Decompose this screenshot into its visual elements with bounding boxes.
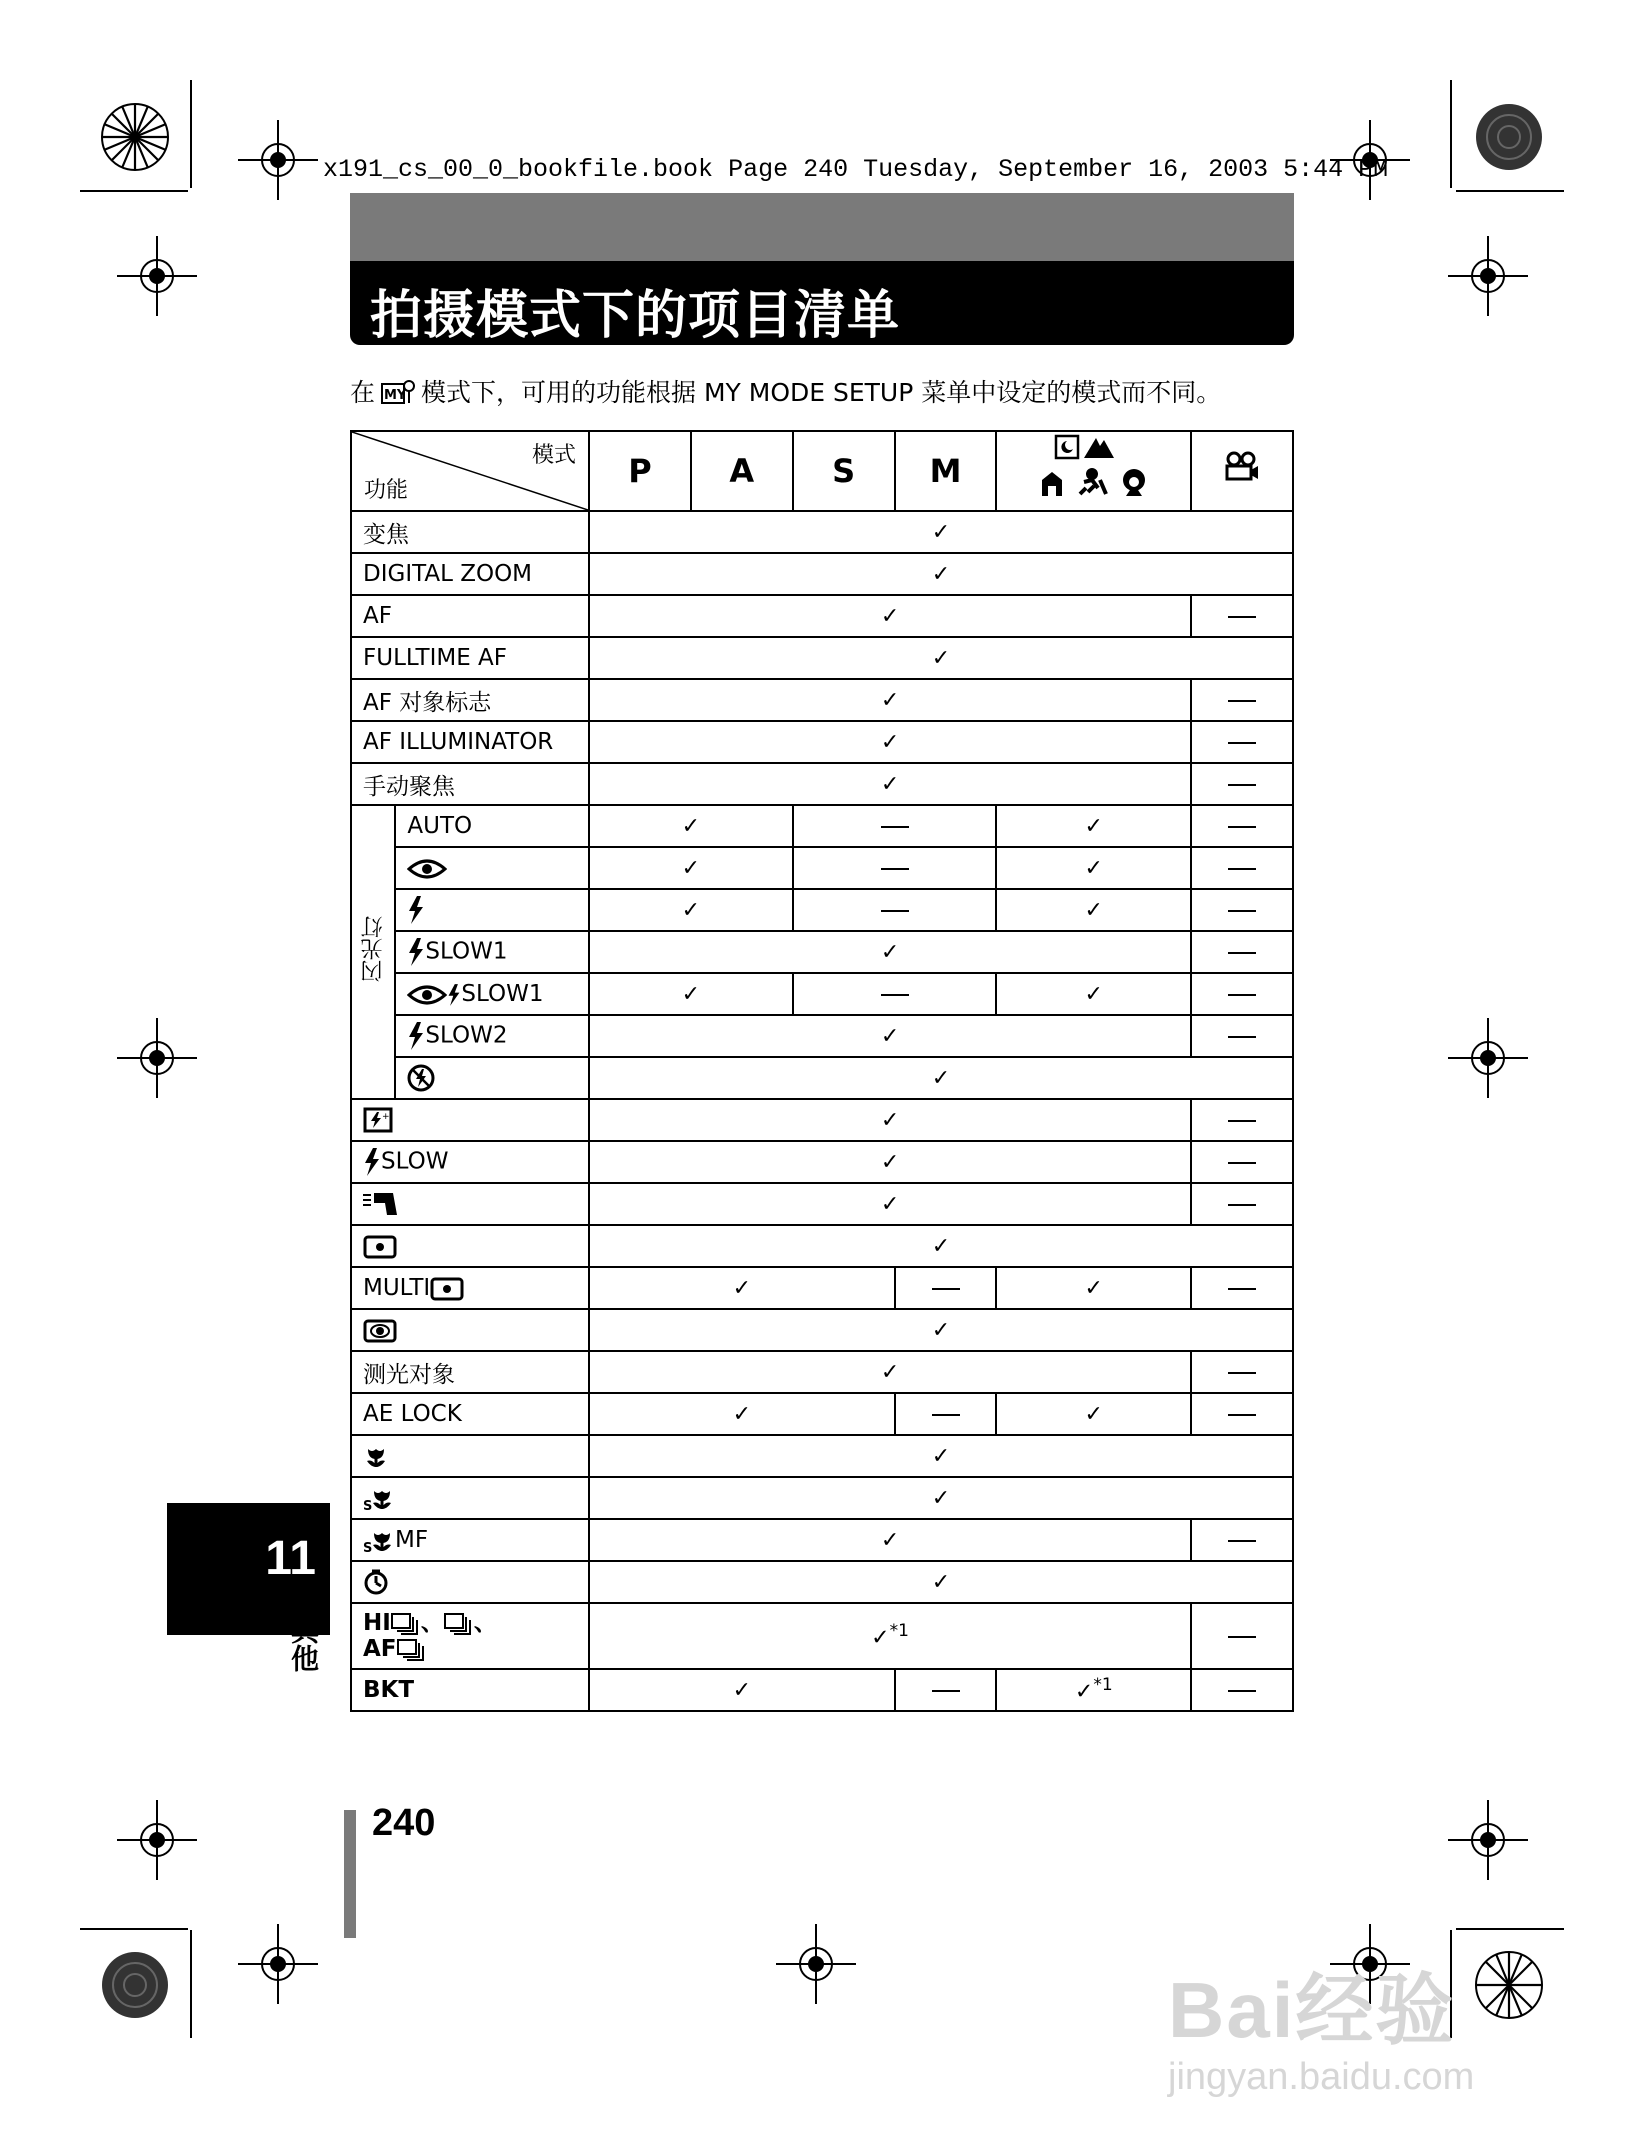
svg-text:MY: MY xyxy=(384,388,407,403)
availability-check: ✓ xyxy=(996,1267,1191,1309)
function-text: AF xyxy=(363,1636,397,1662)
table-row-super-macro xyxy=(351,1477,1293,1519)
unavailable-dash xyxy=(1191,889,1293,931)
function-text: MF xyxy=(395,1527,429,1553)
unavailable-dash xyxy=(1191,1099,1293,1141)
intro-after: 模式下，可用的功能根据 MY MODE SETUP 菜单中设定的模式而不同。 xyxy=(421,378,1222,407)
check-mark: ✓ xyxy=(871,1625,890,1651)
table-row-sequential xyxy=(351,1603,1293,1669)
table-row-af-target xyxy=(351,679,1293,721)
function-text: SLOW xyxy=(381,1148,449,1175)
function-text: SLOW1 xyxy=(461,981,544,1007)
table-row-macro xyxy=(351,1435,1293,1477)
crosshair-icon xyxy=(238,120,318,200)
table-row-flash-off xyxy=(351,1057,1293,1099)
function-label: BKT xyxy=(351,1669,589,1711)
mode-header-m: M xyxy=(895,431,997,511)
table-row-zoom xyxy=(351,511,1293,553)
crop-mark xyxy=(190,1930,192,2038)
crop-mark xyxy=(1450,80,1452,188)
availability-check: ✓ xyxy=(589,1393,895,1435)
availability-check: ✓ xyxy=(589,721,1191,763)
svg-text:+: + xyxy=(382,1112,390,1123)
mode-function-table xyxy=(350,430,1294,1712)
title-band xyxy=(350,261,1294,345)
availability-check: ✓ xyxy=(589,1099,1191,1141)
availability-check xyxy=(996,1669,1191,1711)
mode-header-p: P xyxy=(589,431,691,511)
function-label: 手动聚焦 xyxy=(351,763,589,805)
mode-header-label: 模式 xyxy=(532,443,577,468)
availability-check: ✓ xyxy=(589,1225,1293,1267)
availability-check xyxy=(589,1603,1191,1669)
unavailable-dash xyxy=(1191,679,1293,721)
availability-check: ✓ xyxy=(589,1141,1191,1183)
unavailable-dash xyxy=(1191,1267,1293,1309)
unavailable-dash xyxy=(1191,1603,1293,1669)
sequential-shooting-icon xyxy=(444,1613,474,1635)
spot-metering-icon xyxy=(430,1277,464,1301)
unavailable-dash xyxy=(1191,805,1293,847)
header-band xyxy=(350,193,1294,261)
unavailable-dash xyxy=(1191,1393,1293,1435)
table-row-center-weighted xyxy=(351,1309,1293,1351)
availability-check: ✓ xyxy=(589,511,1293,553)
availability-check: ✓ xyxy=(589,1477,1293,1519)
unavailable-dash xyxy=(1191,1141,1293,1183)
table-row-af xyxy=(351,595,1293,637)
availability-check: ✓ xyxy=(996,847,1191,889)
registration-wheel-icon xyxy=(100,102,170,172)
availability-check: ✓ xyxy=(589,1435,1293,1477)
availability-check: ✓ xyxy=(589,931,1191,973)
function-label xyxy=(351,1519,589,1561)
function-label xyxy=(395,1015,589,1057)
table-row-external-flash xyxy=(351,1183,1293,1225)
check-mark: ✓ xyxy=(1074,1679,1094,1705)
function-label: AF ILLUMINATOR xyxy=(351,721,589,763)
table-row-ae-lock xyxy=(351,1393,1293,1435)
crop-mark xyxy=(190,80,192,188)
function-label xyxy=(351,1603,589,1669)
self-timer-icon xyxy=(351,1561,589,1603)
function-text: SLOW1 xyxy=(425,938,508,965)
header-corner-cell xyxy=(351,431,589,511)
function-label: FULLTIME AF xyxy=(351,637,589,679)
table-row-multi xyxy=(351,1267,1293,1309)
availability-check: ✓ xyxy=(996,889,1191,931)
table-row-manual-focus xyxy=(351,763,1293,805)
redeye-icon xyxy=(407,983,447,1007)
function-text: MULTI xyxy=(363,1275,431,1301)
flash-group-label xyxy=(351,805,395,1099)
table-row-flash-redeye xyxy=(351,847,1293,889)
crosshair-icon xyxy=(117,236,197,316)
table-row-flash-compensation xyxy=(351,1099,1293,1141)
movie-icon xyxy=(1224,451,1260,483)
my-mode-icon xyxy=(381,379,415,405)
availability-check: ✓ xyxy=(589,679,1191,721)
unavailable-dash xyxy=(1191,1015,1293,1057)
watermark xyxy=(1160,1928,1620,2118)
availability-check: ✓ xyxy=(589,1183,1191,1225)
footnote-marker: *1 xyxy=(1093,1675,1113,1696)
unavailable-dash xyxy=(895,1669,997,1711)
center-weighted-metering-icon xyxy=(351,1309,589,1351)
availability-check: ✓ xyxy=(589,1057,1293,1099)
unavailable-dash xyxy=(1191,847,1293,889)
scene-icons xyxy=(1034,432,1154,502)
unavailable-dash xyxy=(1191,931,1293,973)
super-macro-icon xyxy=(363,1529,395,1553)
unavailable-dash xyxy=(1191,763,1293,805)
crosshair-icon xyxy=(1448,236,1528,316)
crop-mark xyxy=(80,190,188,192)
macro-icon xyxy=(351,1435,589,1477)
availability-check: ✓ xyxy=(589,553,1293,595)
spot-metering-icon xyxy=(351,1225,589,1267)
availability-check: ✓ xyxy=(589,1309,1293,1351)
crosshair-icon xyxy=(1448,1800,1528,1880)
availability-check: ✓ xyxy=(589,805,793,847)
table-row-digital-zoom xyxy=(351,553,1293,595)
redeye-icon xyxy=(395,847,589,889)
watermark-url: jingyan.baidu.com xyxy=(1168,2056,1475,2098)
table-row-flash-auto xyxy=(351,805,1293,847)
function-label: 测光对象 xyxy=(351,1351,589,1393)
availability-check: ✓ xyxy=(996,1393,1191,1435)
registration-disc-icon xyxy=(100,1950,170,2020)
table-row-super-macro-mf xyxy=(351,1519,1293,1561)
table-header-row xyxy=(351,431,1293,511)
footnote-marker: *1 xyxy=(889,1621,909,1642)
separator-text: 、 xyxy=(420,1610,444,1636)
function-label: 变焦 xyxy=(351,511,589,553)
crop-mark xyxy=(1456,190,1564,192)
table-row-fulltime-af xyxy=(351,637,1293,679)
table-row-flash-fill xyxy=(351,889,1293,931)
mode-header-s: S xyxy=(793,431,895,511)
table-row-flash-redeye-slow1 xyxy=(351,973,1293,1015)
table-row-bkt xyxy=(351,1669,1293,1711)
availability-check: ✓ xyxy=(589,1015,1191,1057)
unavailable-dash xyxy=(793,805,997,847)
external-flash-icon xyxy=(351,1183,589,1225)
page-title: 拍摄模式下的项目清单 xyxy=(370,286,901,346)
crosshair-icon xyxy=(238,1924,318,2004)
availability-check: ✓ xyxy=(996,805,1191,847)
flash-group-text: 闪光灯 xyxy=(360,916,386,982)
flash-icon xyxy=(395,889,589,931)
function-text: HI xyxy=(363,1610,391,1636)
page-number: 240 xyxy=(372,1802,436,1844)
table-row-self-timer xyxy=(351,1561,1293,1603)
intro-text xyxy=(350,373,1221,409)
crosshair-icon xyxy=(117,1800,197,1880)
availability-check: ✓ xyxy=(589,847,793,889)
registration-disc-icon xyxy=(1474,102,1544,172)
chapter-number: 11 xyxy=(265,1532,316,1585)
unavailable-dash xyxy=(793,973,997,1015)
unavailable-dash xyxy=(1191,1519,1293,1561)
flash-compensation-icon xyxy=(351,1099,589,1141)
availability-check: ✓ xyxy=(589,1351,1191,1393)
unavailable-dash xyxy=(1191,595,1293,637)
availability-check: ✓ xyxy=(589,637,1293,679)
intro-before: 在 xyxy=(350,378,376,407)
table-row-flash-slow2 xyxy=(351,1015,1293,1057)
mode-header-scene xyxy=(996,431,1191,511)
availability-check: ✓ xyxy=(589,595,1191,637)
crosshair-icon xyxy=(1448,1018,1528,1098)
unavailable-dash xyxy=(895,1267,997,1309)
chapter-label: 其他 xyxy=(287,1616,320,1672)
unavailable-dash xyxy=(793,847,997,889)
super-macro-icon xyxy=(351,1477,589,1519)
table-row-af-illuminator xyxy=(351,721,1293,763)
table-row-slow xyxy=(351,1141,1293,1183)
function-label xyxy=(395,973,589,1015)
function-header-label: 功能 xyxy=(364,478,409,503)
flash-icon xyxy=(407,938,425,966)
unavailable-dash xyxy=(1191,1351,1293,1393)
table-row-flash-slow1 xyxy=(351,931,1293,973)
availability-check: ✓ xyxy=(589,1267,895,1309)
unavailable-dash xyxy=(1191,721,1293,763)
function-label: AUTO xyxy=(395,805,589,847)
unavailable-dash xyxy=(895,1393,997,1435)
flash-icon xyxy=(407,1022,425,1050)
unavailable-dash xyxy=(1191,1669,1293,1711)
table-row-spot-metering xyxy=(351,1225,1293,1267)
unavailable-dash xyxy=(793,889,997,931)
unavailable-dash xyxy=(1191,1183,1293,1225)
crosshair-icon xyxy=(776,1924,856,2004)
separator-text: 、 xyxy=(473,1610,497,1636)
availability-check: ✓ xyxy=(589,1669,895,1711)
flash-icon xyxy=(447,983,461,1007)
mode-header-movie xyxy=(1191,431,1293,511)
function-label: DIGITAL ZOOM xyxy=(351,553,589,595)
watermark-logo-text: Bai经验 xyxy=(1168,1966,1456,2054)
print-slug: x191_cs_00_0_bookfile.book Page 240 Tuesday, September 16, 2003 5:44 PM xyxy=(323,155,1389,184)
availability-check: ✓ xyxy=(589,763,1191,805)
svg-text:S: S xyxy=(363,1540,373,1553)
function-label: AF xyxy=(351,595,589,637)
sequential-shooting-icon xyxy=(391,1613,421,1635)
flash-off-icon xyxy=(395,1057,589,1099)
unavailable-dash xyxy=(1191,973,1293,1015)
function-label: AE LOCK xyxy=(351,1393,589,1435)
function-label xyxy=(351,1267,589,1309)
availability-check: ✓ xyxy=(589,1561,1293,1603)
availability-check: ✓ xyxy=(996,973,1191,1015)
function-label xyxy=(351,1141,589,1183)
crop-mark xyxy=(80,1928,188,1930)
sequential-shooting-icon xyxy=(397,1639,427,1661)
crosshair-icon xyxy=(117,1018,197,1098)
availability-check: ✓ xyxy=(589,889,793,931)
flash-icon xyxy=(363,1148,381,1176)
mode-header-a: A xyxy=(691,431,793,511)
page-number-bar xyxy=(344,1810,356,1938)
function-label: AF 对象标志 xyxy=(351,679,589,721)
availability-check: ✓ xyxy=(589,973,793,1015)
availability-check: ✓ xyxy=(589,1519,1191,1561)
function-text: SLOW2 xyxy=(425,1022,508,1049)
function-label xyxy=(395,931,589,973)
table-row-metering-target xyxy=(351,1351,1293,1393)
svg-text:S: S xyxy=(363,1498,373,1511)
